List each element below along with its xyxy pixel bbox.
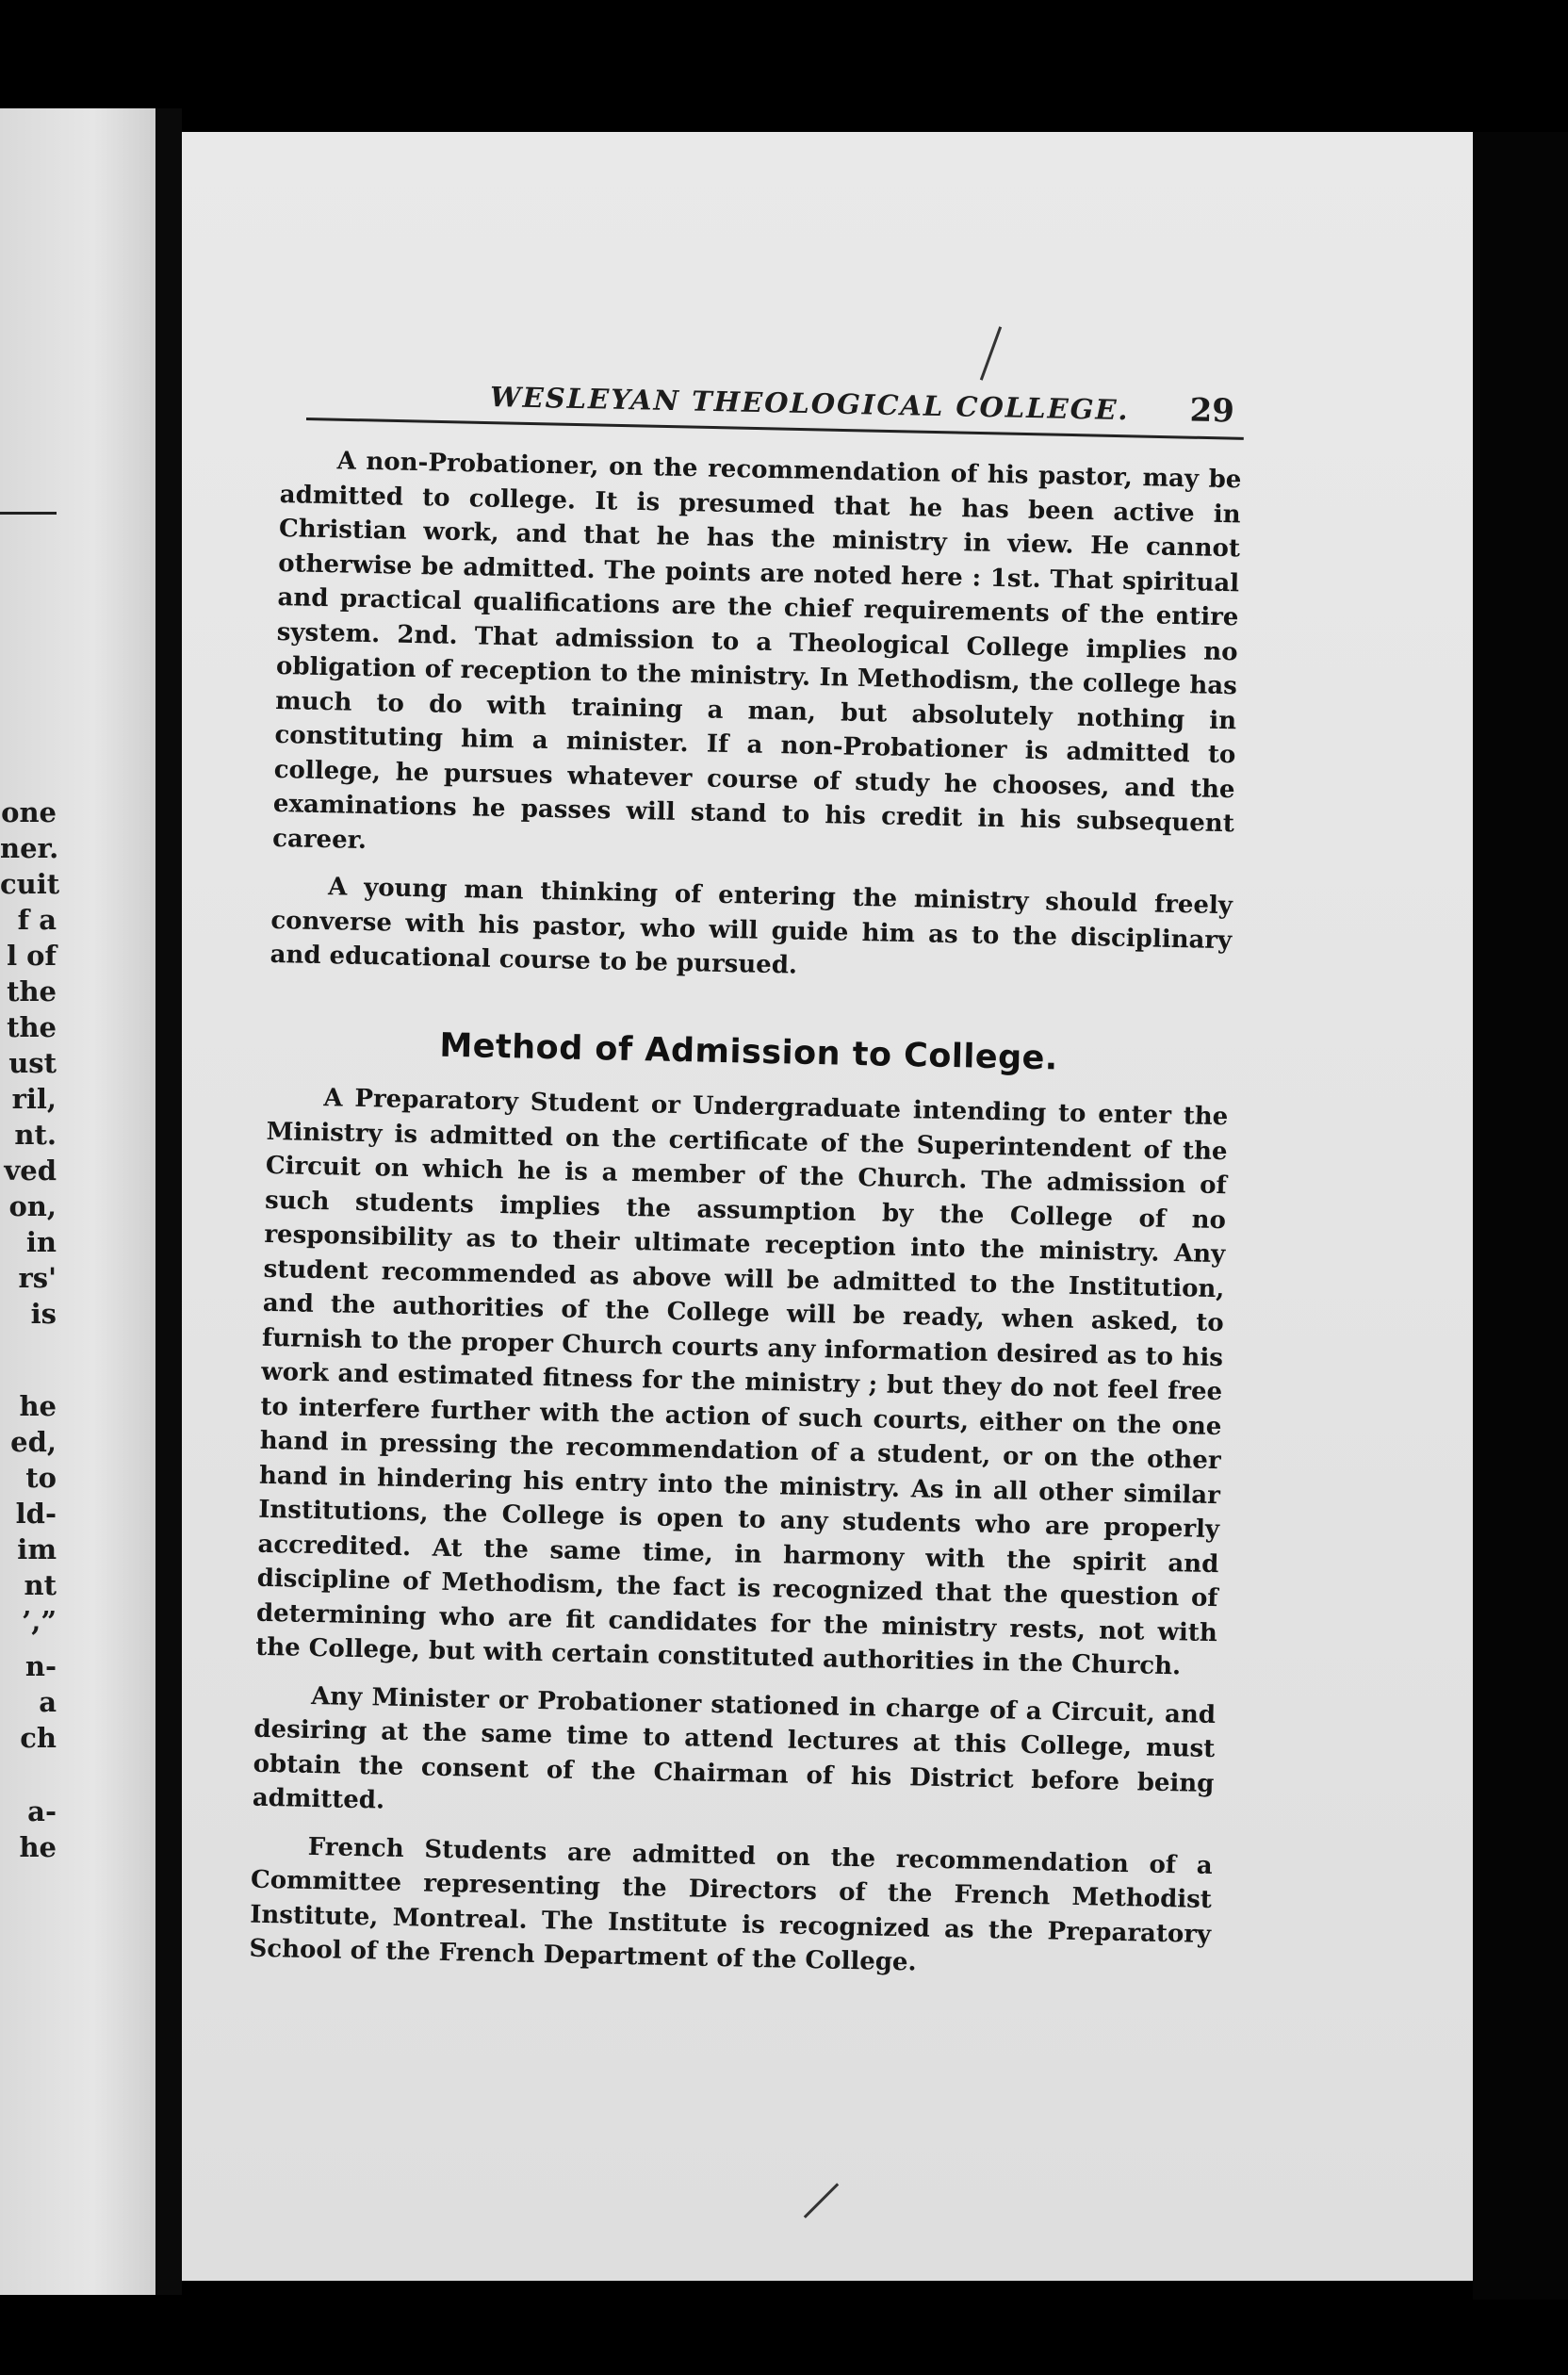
facing-page-fragment: is (30, 1298, 57, 1330)
book-gutter (155, 108, 182, 2295)
facing-page-fragment: l of (7, 940, 57, 972)
facing-page-fragment: on, (8, 1190, 57, 1222)
facing-page-fragment: he (19, 1831, 57, 1863)
facing-page-fragment: im (17, 1533, 57, 1565)
facing-page-edge (0, 108, 155, 2295)
facing-page-fragment: cuit (0, 868, 60, 900)
facing-page-fragment: n- (24, 1650, 57, 1682)
paragraph: Any Minister or Probationer stationed in charge of a Circuit, and desiring at the same time to attend lectures at this College, must obtain the consent of the Chairman of his District before being admitted. (252, 1681, 1217, 1815)
facing-page-fragment: a (39, 1686, 57, 1718)
facing-page-fragment: a- (27, 1795, 57, 1827)
facing-page-fragment: to (25, 1462, 57, 1494)
page-number: 29 (1189, 391, 1235, 431)
facing-page-fragment: nt. (14, 1119, 57, 1151)
facing-page-fragment: ner. (0, 832, 59, 864)
facing-page-fragment: rs' (18, 1262, 57, 1294)
facing-page-fragment: in (25, 1226, 57, 1258)
paragraph: A non-Probationer, on the recommendation of his pastor, may be admitted to college. It is presumed that he has been active in Christian work, and that he has the ministry in view. He cannot otherwise be admitted. The points are noted here : 1st. That spiritual and practical qualifications are the chief requirements of the entire system. 2nd. That admission to a Theological College implies no obligation of reception to the ministry. In Methodism, the college has much to do with training a man, but absolutely nothing in constituting him a minister. If a non-Probationer is admitted to college, he pursues whatever course of study he chooses, and the examinations he passes will stand to his credit in his subsequent career. (271, 447, 1242, 855)
facing-page-fragment: ch (20, 1722, 57, 1754)
facing-page-fragment: ril, (11, 1083, 57, 1115)
facing-page-fragment: the (7, 1011, 57, 1043)
facing-page-fragment: ’,” (22, 1605, 57, 1637)
facing-page-fragment: ust (8, 1047, 57, 1079)
facing-page-fragment: f a (17, 904, 57, 936)
paragraph: French Students are admitted on the recommendation of a Committee representing the Directors of the French Methodist Institute, Montreal. The Institute is recognized as the Preparatory School of the French Department of the College. (249, 1832, 1213, 1977)
facing-page-rule (0, 512, 57, 515)
section-heading: Method of Admission to College. (439, 1026, 1059, 1077)
facing-page-fragment: he (19, 1390, 57, 1422)
facing-page-fragment: ed, (10, 1426, 57, 1458)
page-body (249, 443, 1242, 2000)
facing-page-fragment: one (1, 796, 57, 828)
facing-page-fragment: nt (24, 1569, 57, 1601)
scan-border (1473, 132, 1568, 2300)
facing-page-fragment: ld- (15, 1498, 57, 1530)
facing-page-fragment: ved (4, 1155, 57, 1187)
running-title: WESLEYAN THEOLOGICAL COLLEGE. (489, 380, 1130, 427)
paragraph: A Preparatory Student or Undergraduate intending to enter the Ministry is admitted on the certificate of the Superintendent of the Circuit on which he is a member of the Church. The admission of such students implies the assumption by the College of no responsibility as to their ultimate reception into the ministry. Any student recommended as above will be admitted to the Institution, and the authorities of the College will be ready, when asked, to furnish to the proper Church courts any information desired as to his work and estimated fitness for the ministry ; but they do not feel free to interfere further with the action of such courts, either on the one hand in pressing the recommendation of a student, or on the other hand in hindering his entry into the ministry. As in all other similar Institutions, the College is open to any students who are properly accredited. At the same time, in harmony with the spirit and discipline of Methodism, the fact is recognized that the question of determining who are fit candidates for the ministry rests, not with the College, but with certain constituted authorities in the Church. (254, 1084, 1229, 1681)
facing-page-fragment: the (7, 975, 57, 1007)
paragraph: A young man thinking of entering the ministry should freely converse with his pastor, who will guide him as to the disciplinary and educational course to be pursued. (270, 873, 1233, 980)
